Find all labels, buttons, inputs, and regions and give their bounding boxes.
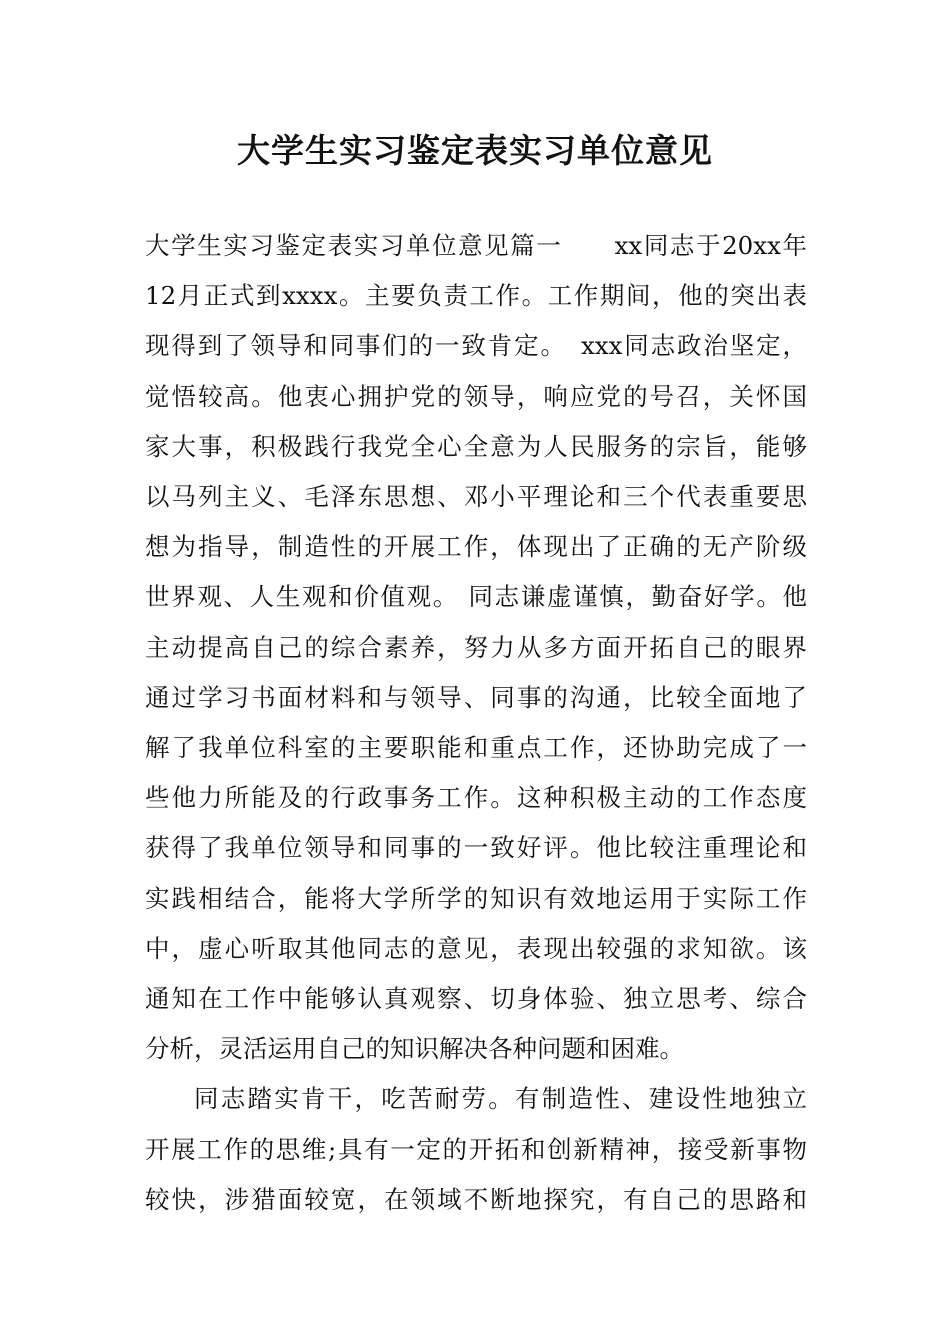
text-line: 主动提高自己的综合素养，努力从多方面开拓自己的眼界 — [145, 632, 807, 662]
text-line: 分析，灵活运用自己的知识解决各种问题和困难。 — [145, 1034, 684, 1064]
text-line: 中，虚心听取其他同志的意见，表现出较强的求知欲。该 — [145, 933, 807, 963]
document-body — [145, 221, 807, 1225]
text-line: 解了我单位科室的主要职能和重点工作，还协助完成了一 — [145, 733, 807, 763]
paragraph-1 — [145, 221, 807, 1074]
text-line: 大学生实习鉴定表实习单位意见篇一 xx同志于20xx年 — [145, 231, 807, 260]
text-line: 通知在工作中能够认真观察、切身体验、独立思考、综合 — [145, 984, 807, 1014]
text-line: 家大事，积极践行我党全心全意为人民服务的宗旨，能够 — [145, 431, 807, 461]
text-line: 觉悟较高。他衷心拥护党的领导，响应党的号召，关怀国 — [145, 381, 807, 411]
text-line: 世界观、人生观和价值观。 同志谦虚谨慎，勤奋好学。他 — [145, 582, 807, 612]
text-line: 开展工作的思维;具有一定的开拓和创新精神，接受新事物 — [145, 1134, 807, 1164]
text-line: 些他力所能及的行政事务工作。这种积极主动的工作态度 — [145, 783, 807, 813]
text-line: 想为指导，制造性的开展工作，体现出了正确的无产阶级 — [145, 532, 807, 562]
text-line: 现得到了领导和同事们的一致肯定。 xxx同志政治坚定， — [145, 331, 807, 361]
text-line: 以马列主义、毛泽东思想、邓小平理论和三个代表重要思 — [145, 482, 807, 512]
document-title: 大学生实习鉴定表实习单位意见 — [237, 131, 713, 170]
text-line: 12月正式到xxxx。主要负责工作。工作期间，他的突出表 — [145, 281, 807, 311]
text-line: 同志踏实肯干，吃苦耐劳。有制造性、建设性地独立 — [194, 1084, 807, 1114]
text-line: 通过学习书面材料和与领导、同事的沟通，比较全面地了 — [145, 682, 807, 712]
paragraph-2 — [145, 1074, 807, 1225]
text-line: 实践相结合，能将大学所学的知识有效地运用于实际工作 — [145, 883, 807, 913]
text-line: 获得了我单位领导和同事的一致好评。他比较注重理论和 — [145, 833, 807, 863]
text-line: 较快，涉猎面较宽，在领域不断地探究，有自己的思路和 — [145, 1184, 807, 1214]
